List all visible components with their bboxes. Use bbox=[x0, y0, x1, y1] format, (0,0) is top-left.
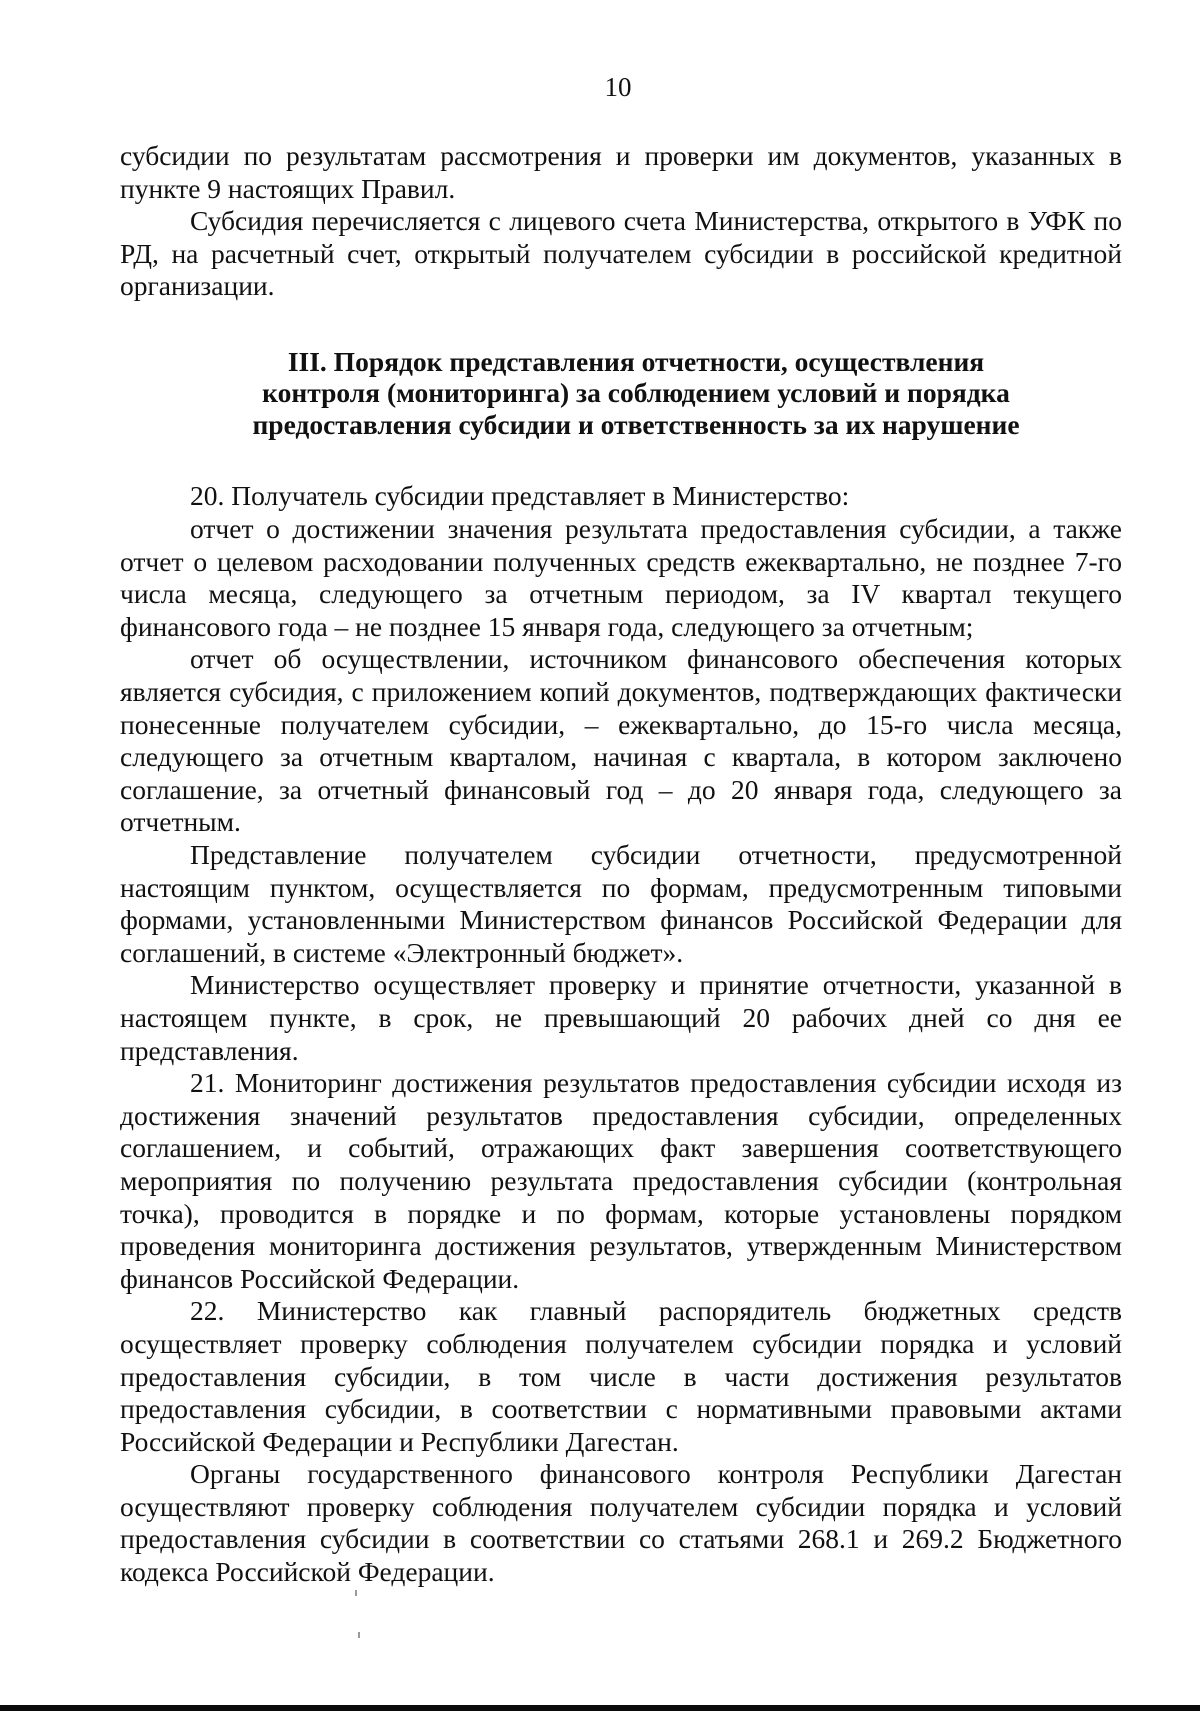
paragraph-report-forms: Представление получателем субсидии отчетности, предусмотренной настоящим пунктом, осуществляется по формам, предусмотренным типовыми формами, установленными Министерством финансов Российской Федерации для соглашений, в системе «Электронный бюджет». bbox=[120, 839, 1122, 968]
paragraph-subsidy-transfer: Субсидия перечисляется с лицевого счета Министерства, открытого в УФК по РД, на расчетный счет, открытый получателем субсидии в российской кредитной организации. bbox=[120, 205, 1122, 302]
scan-artifact bbox=[358, 1632, 360, 1638]
page-number: 10 bbox=[604, 72, 632, 102]
paragraph-report-result: отчет о достижении значения результата предоставления субсидии, а также отчет о целевом расходовании полученных средств ежеквартально, не позднее 7-го числа месяца, следующего за отчетным периодом, за IV квартал текущего финансового года – не позднее 15 января года, следующего за отчетным; bbox=[120, 513, 1122, 642]
paragraph-item-21: 21. Мониторинг достижения результатов предоставления субсидии исходя из достижения значений результатов предоставления субсидии, определенных соглашением, и событий, отражающих факт завершения соответствующего мероприятия по получению результата предоставления субсидии (контрольная точка), проводится в порядке и по формам, которые установлены порядком проведения мониторинга достижения результатов, утвержденным Министерством финансов Российской Федерации. bbox=[120, 1067, 1122, 1294]
document-body bbox=[120, 140, 1122, 1589]
paragraph-continuation: субсидии по результатам рассмотрения и проверки им документов, указанных в пункте 9 настоящих Правил. bbox=[120, 140, 1122, 204]
section-heading-line: контроля (мониторинга) за соблюдением условий и порядка bbox=[262, 377, 1010, 409]
section-heading bbox=[120, 346, 1122, 441]
paragraph-report-check: Министерство осуществляет проверку и принятие отчетности, указанной в настоящем пункте, в срок, не превышающий 20 рабочих дней со дня ее представления. bbox=[120, 969, 1122, 1066]
section-heading-line: III. Порядок представления отчетности, осуществления bbox=[287, 345, 985, 377]
section-heading-line: предоставления субсидии и ответственность за их нарушение bbox=[252, 408, 1020, 440]
paragraph-report-expenses: отчет об осуществлении, источником финансового обеспечения которых является субсидия, с приложением копий документов, подтверждающих фактически понесенные получателем субсидии, – ежеквартально, до 15-го числа месяца, следующего за отчетным кварталом, начиная с квартала, в котором заключено соглашение, за отчетный финансовый год – до 20 января года, следующего за отчетным. bbox=[120, 643, 1122, 838]
paragraph-item-20: 20. Получатель субсидии представляет в Министерство: bbox=[190, 480, 850, 512]
paragraph-financial-control: Органы государственного финансового контроля Республики Дагестан осуществляют проверку соблюдения получателем субсидии порядка и условий предоставления субсидии в соответствии со статьями 268.1 и 269.2 Бюджетного кодекса Российской Федерации. bbox=[120, 1458, 1122, 1588]
scan-bottom-edge bbox=[0, 1705, 1200, 1711]
scan-artifact bbox=[355, 1590, 357, 1596]
paragraph-item-22: 22. Министерство как главный распорядитель бюджетных средств осуществляет проверку соблюдения получателем субсидии порядка и условий предоставления субсидии, в том числе в части достижения результатов предоставления субсидии, в соответствии с нормативными правовыми актами Российской Федерации и Республики Дагестан. bbox=[120, 1295, 1122, 1457]
